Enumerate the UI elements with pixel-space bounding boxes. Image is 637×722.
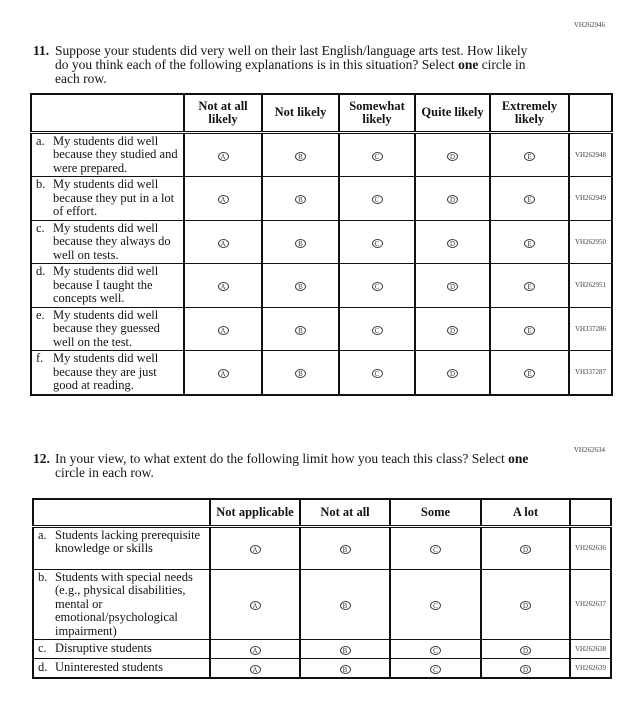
response-bubble-d[interactable]: D xyxy=(520,665,531,674)
table-row xyxy=(31,177,612,221)
response-bubble-d[interactable]: D xyxy=(520,646,531,655)
response-bubble-e[interactable]: E xyxy=(524,369,535,378)
question-12-text: In your view, to what extent do the following limit how you teach this class? Select one circle in each row. xyxy=(55,451,529,480)
response-bubble-c[interactable]: C xyxy=(372,282,383,291)
response-bubble-c[interactable]: C xyxy=(372,239,383,248)
row-item-code: VH262950 xyxy=(569,220,612,264)
response-bubble-b[interactable]: B xyxy=(295,369,306,378)
response-bubble-b[interactable]: B xyxy=(340,601,351,610)
response-bubble-b[interactable]: B xyxy=(295,152,306,161)
row-label: c. My students did well because they always do well on tests. xyxy=(31,220,184,264)
question-11-number: 11. xyxy=(33,43,50,58)
response-bubble-c[interactable]: C xyxy=(372,152,383,161)
column-header-not-likely: Not likely xyxy=(262,94,339,132)
response-bubble-a[interactable]: A xyxy=(250,601,261,610)
response-bubble-e[interactable]: E xyxy=(524,282,535,291)
row-item-code: VH262951 xyxy=(569,264,612,308)
header-row xyxy=(31,94,612,132)
response-bubble-d[interactable]: D xyxy=(447,326,458,335)
column-header-not-applicable: Not applicable xyxy=(210,499,300,526)
response-bubble-b[interactable]: B xyxy=(340,646,351,655)
response-bubble-c[interactable]: C xyxy=(372,195,383,204)
response-bubble-d[interactable]: D xyxy=(520,601,531,610)
response-bubble-c[interactable]: C xyxy=(430,545,441,554)
response-bubble-a[interactable]: A xyxy=(250,545,261,554)
response-bubble-a[interactable]: A xyxy=(218,326,229,335)
table-row xyxy=(31,220,612,264)
row-item-code: VH262639 xyxy=(570,659,611,679)
response-bubble-d[interactable]: D xyxy=(520,545,531,554)
response-bubble-b[interactable]: B xyxy=(295,195,306,204)
response-bubble-b[interactable]: B xyxy=(340,545,351,554)
response-bubble-d[interactable]: D xyxy=(447,239,458,248)
table-row xyxy=(33,659,611,679)
row-item-code: VH337286 xyxy=(569,307,612,351)
response-bubble-a[interactable]: A xyxy=(218,282,229,291)
question-12 xyxy=(33,452,539,480)
table-row xyxy=(31,351,612,395)
response-bubble-c[interactable]: C xyxy=(430,665,441,674)
response-bubble-d[interactable]: D xyxy=(447,195,458,204)
column-header-some: Some xyxy=(390,499,481,526)
table-row xyxy=(31,132,612,177)
response-bubble-a[interactable]: A xyxy=(218,369,229,378)
column-header-a-lot: A lot xyxy=(481,499,570,526)
row-label: b. Students with special needs (e.g., physical disabilities, mental or emotional/psychological impairment) xyxy=(33,569,210,640)
row-item-code: VH262948 xyxy=(569,132,612,177)
corner-cell xyxy=(33,499,210,526)
response-bubble-c[interactable]: C xyxy=(430,601,441,610)
response-bubble-b[interactable]: B xyxy=(295,239,306,248)
column-header-not-at-all: Not at all xyxy=(300,499,390,526)
response-bubble-c[interactable]: C xyxy=(372,369,383,378)
code-column-header xyxy=(569,94,612,132)
row-label: c. Disruptive students xyxy=(33,640,210,659)
code-column-header xyxy=(570,499,611,526)
response-bubble-e[interactable]: E xyxy=(524,195,535,204)
response-bubble-e[interactable]: E xyxy=(524,326,535,335)
column-header-extremely-likely: Extremely likely xyxy=(490,94,569,132)
column-header-somewhat-likely: Somewhat likely xyxy=(339,94,415,132)
response-bubble-a[interactable]: A xyxy=(218,239,229,248)
response-bubble-e[interactable]: E xyxy=(524,239,535,248)
row-label: f. My students did well because they are just good at reading. xyxy=(31,351,184,395)
response-bubble-d[interactable]: D xyxy=(447,282,458,291)
row-label: e. My students did well because they guessed well on the test. xyxy=(31,307,184,351)
table-row xyxy=(33,640,611,659)
response-bubble-c[interactable]: C xyxy=(430,646,441,655)
question-11-text: Suppose your students did very well on their last English/language arts test. How likely do you think each of the following explanations is in this situation? Select one circle in each row. xyxy=(55,43,528,86)
response-bubble-a[interactable]: A xyxy=(250,646,261,655)
table-row xyxy=(31,264,612,308)
response-bubble-a[interactable]: A xyxy=(218,152,229,161)
row-label: a. My students did well because they studied and were prepared. xyxy=(31,132,184,177)
row-label: b. My students did well because they put in a lot of effort. xyxy=(31,177,184,221)
response-bubble-b[interactable]: B xyxy=(295,326,306,335)
header-row xyxy=(33,499,611,526)
column-header-not-at-all-likely: Not at all likely xyxy=(184,94,262,132)
row-item-code: VH262949 xyxy=(569,177,612,221)
response-bubble-e[interactable]: E xyxy=(524,152,535,161)
row-item-code: VH262636 xyxy=(570,526,611,569)
question-11 xyxy=(33,44,539,86)
question-12-number: 12. xyxy=(33,451,50,466)
corner-cell xyxy=(31,94,184,132)
response-bubble-d[interactable]: D xyxy=(447,152,458,161)
table-row xyxy=(33,526,611,569)
table-row xyxy=(33,569,611,640)
question-12-item-code: VH262634 xyxy=(573,446,605,454)
row-label: d. My students did well because I taught the concepts well. xyxy=(31,264,184,308)
bold-keyword: one xyxy=(508,451,529,466)
row-item-code: VH262637 xyxy=(570,569,611,640)
table-row xyxy=(31,307,612,351)
response-bubble-b[interactable]: B xyxy=(295,282,306,291)
response-bubble-a[interactable]: A xyxy=(218,195,229,204)
row-label: d. Uninterested students xyxy=(33,659,210,679)
row-item-code: VH337287 xyxy=(569,351,612,395)
response-bubble-d[interactable]: D xyxy=(447,369,458,378)
question-12-response-table xyxy=(32,498,612,679)
question-11-item-code: VH262946 xyxy=(573,21,605,29)
response-bubble-c[interactable]: C xyxy=(372,326,383,335)
response-bubble-b[interactable]: B xyxy=(340,665,351,674)
question-11-response-table xyxy=(30,93,613,396)
row-label: a. Students lacking prerequisite knowledge or skills xyxy=(33,526,210,569)
row-item-code: VH262638 xyxy=(570,640,611,659)
bold-keyword: one xyxy=(458,57,479,72)
response-bubble-a[interactable]: A xyxy=(250,665,261,674)
column-header-quite-likely: Quite likely xyxy=(415,94,490,132)
